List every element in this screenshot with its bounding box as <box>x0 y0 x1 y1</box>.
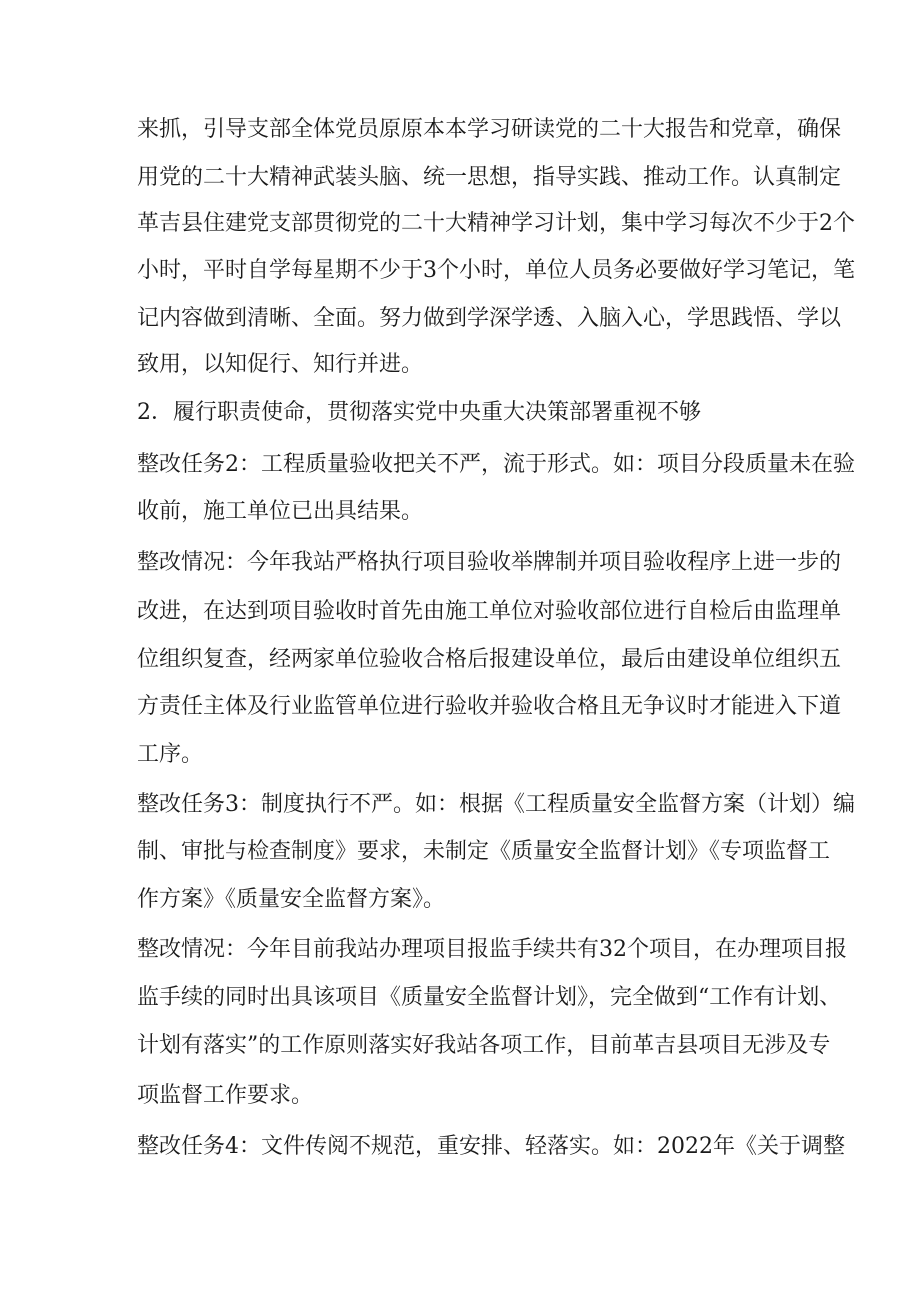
text-line: 整改任务3：制度执行不严。如：根据《工程质量安全监督方案（计划）编 <box>137 792 855 817</box>
text-line: 制、审批与检查制度》要求，未制定《质量安全监督计划》《专项监督工 <box>137 839 831 864</box>
text-line: 记内容做到清晰、全面。努力做到学深学透、入脑入心，学思践悟、学以 <box>137 306 842 331</box>
text-line: 整改任务2：工程质量验收把关不严，流于形式。如：项目分段质量未在验 <box>137 452 855 477</box>
text-line: 用党的二十大精神武装头脑、统一思想，指导实践、推动工作。认真制定 <box>137 165 842 190</box>
text-line: 位组织复查，经两家单位验收合格后报建设单位，最后由建设单位组织五 <box>137 647 842 672</box>
text-line: 致用，以知促行、知行并进。 <box>137 352 424 377</box>
text-line: 整改情况：今年目前我站办理项目报监手续共有32个项目，在办理项目报 <box>137 937 847 962</box>
text-line: 小时，平时自学每星期不少于3个小时，单位人员务必要做好学习笔记，笔 <box>137 258 855 283</box>
text-line: 整改情况：今年我站严格执行项目验收举牌制并项目验收程序上进一步的 <box>137 550 842 575</box>
text-line: 计划有落实”的工作原则落实好我站各项工作，目前革吉县项目无涉及专 <box>137 1033 831 1058</box>
text-line: 革吉县住建党支部贯彻党的二十大精神学习计划，集中学习每次不少于2个 <box>137 211 855 236</box>
text-line: 方责任主体及行业监管单位进行验收并验收合格且无争议时才能进入下道 <box>137 694 842 719</box>
text-line: 2．履行职责使命，贯彻落实党中央重大决策部署重视不够 <box>137 400 701 425</box>
text-line: 整改任务4：文件传阅不规范，重安排、轻落实。如：2022年《关于调整 <box>137 1134 845 1159</box>
text-line: 工序。 <box>137 742 204 767</box>
text-line: 监手续的同时出具该项目《质量安全监督计划》，完全做到“工作有计划、 <box>137 985 842 1010</box>
text-line: 作方案》《质量安全监督方案》。 <box>137 887 446 912</box>
text-line: 改进，在达到项目验收时首先由施工单位对验收部位进行自检后由监理单 <box>137 599 842 624</box>
text-line: 来抓，引导支部全体党员原原本本学习研读党的二十大报告和党章，确保 <box>137 117 842 142</box>
text-line: 收前，施工单位已出具结果。 <box>137 499 424 524</box>
text-line: 项监督工作要求。 <box>137 1083 314 1108</box>
